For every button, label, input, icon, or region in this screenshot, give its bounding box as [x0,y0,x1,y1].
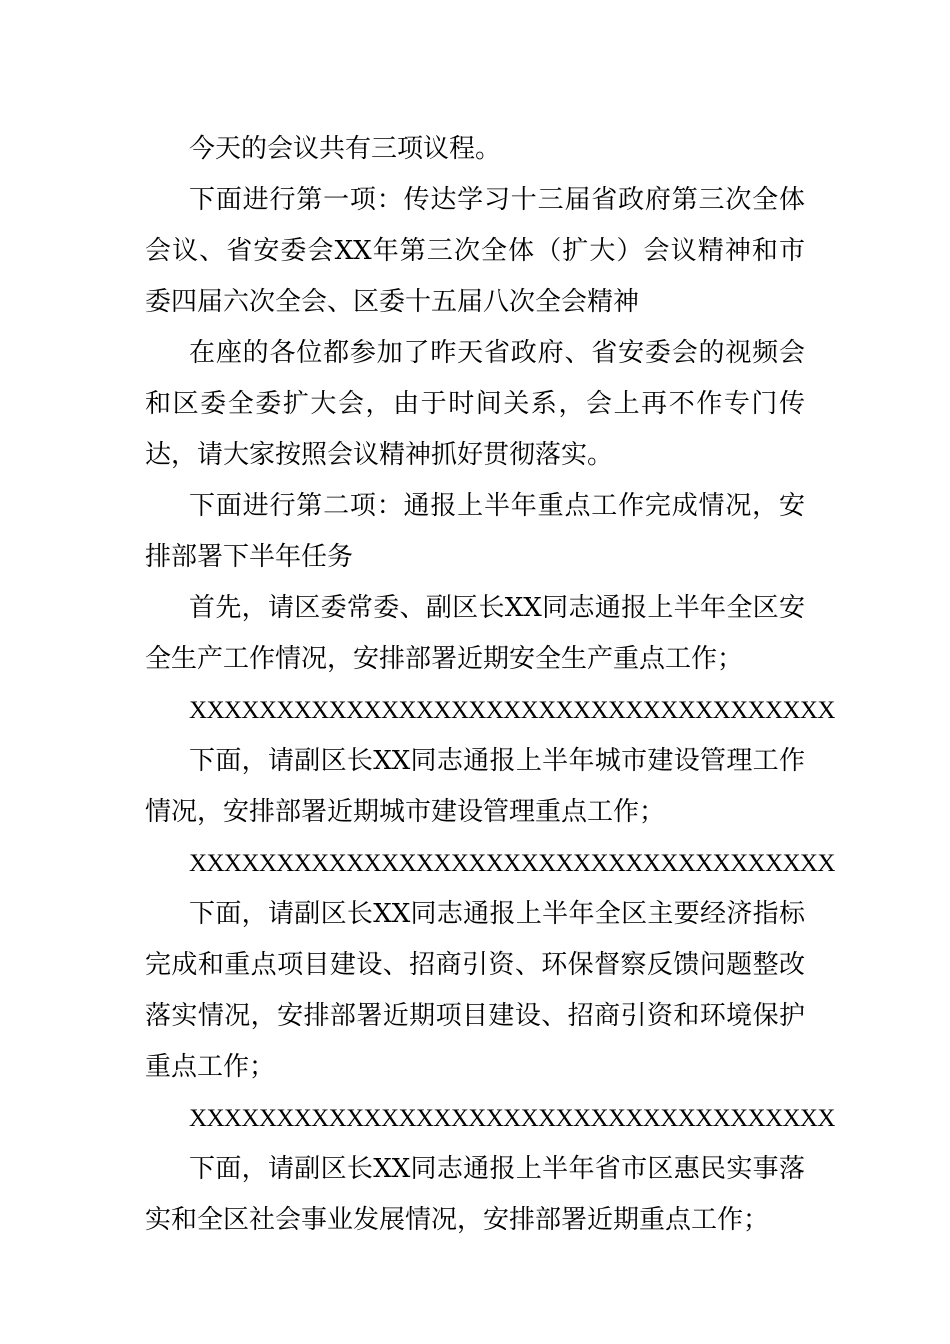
paragraph-item-two: 下面进行第二项：通报上半年重点工作完成情况，安排部署下半年任务 [145,491,805,572]
paragraph-economy-report: 下面，请副区长XX同志通报上半年全区主要经济指标完成和重点项目建设、招商引资、环保督察反馈问题整改落实情况，安排部署近期项目建设、招商引资和环境保护重点工作； [145,899,805,1082]
paragraph-livelihood-report: 下面，请副区长XX同志通报上半年省市区惠民实事落实和全区社会事业发展情况，安排部署近期重点工作； [145,1154,805,1235]
paragraph-item-one: 下面进行第一项：传达学习十三届省政府第三次全体会议、省安委会XX年第三次全体（扩大）会议精神和市委四届六次全会、区委十五届八次全会精神 [145,185,805,317]
paragraph-safety-report: 首先，请区委常委、副区长XX同志通报上半年全区安全生产工作情况，安排部署近期安全生产重点工作； [145,593,805,674]
paragraph-urban-report: 下面，请副区长XX同志通报上半年城市建设管理工作情况，安排部署近期城市建设管理重点工作； [145,746,805,827]
placeholder-line: XXXXXXXXXXXXXXXXXXXXXXXXXXXXXXXXXXXXX [189,1105,835,1132]
document-body [145,124,835,1246]
placeholder-line: XXXXXXXXXXXXXXXXXXXXXXXXXXXXXXXXXXXXX [189,697,835,724]
paragraph-agenda-intro: 今天的会议共有三项议程。 [189,134,502,164]
paragraph-item-one-note: 在座的各位都参加了昨天省政府、省安委会的视频会和区委全委扩大会，由于时间关系，会上再不作专门传达，请大家按照会议精神抓好贯彻落实。 [145,338,805,470]
placeholder-line: XXXXXXXXXXXXXXXXXXXXXXXXXXXXXXXXXXXXX [189,850,835,877]
